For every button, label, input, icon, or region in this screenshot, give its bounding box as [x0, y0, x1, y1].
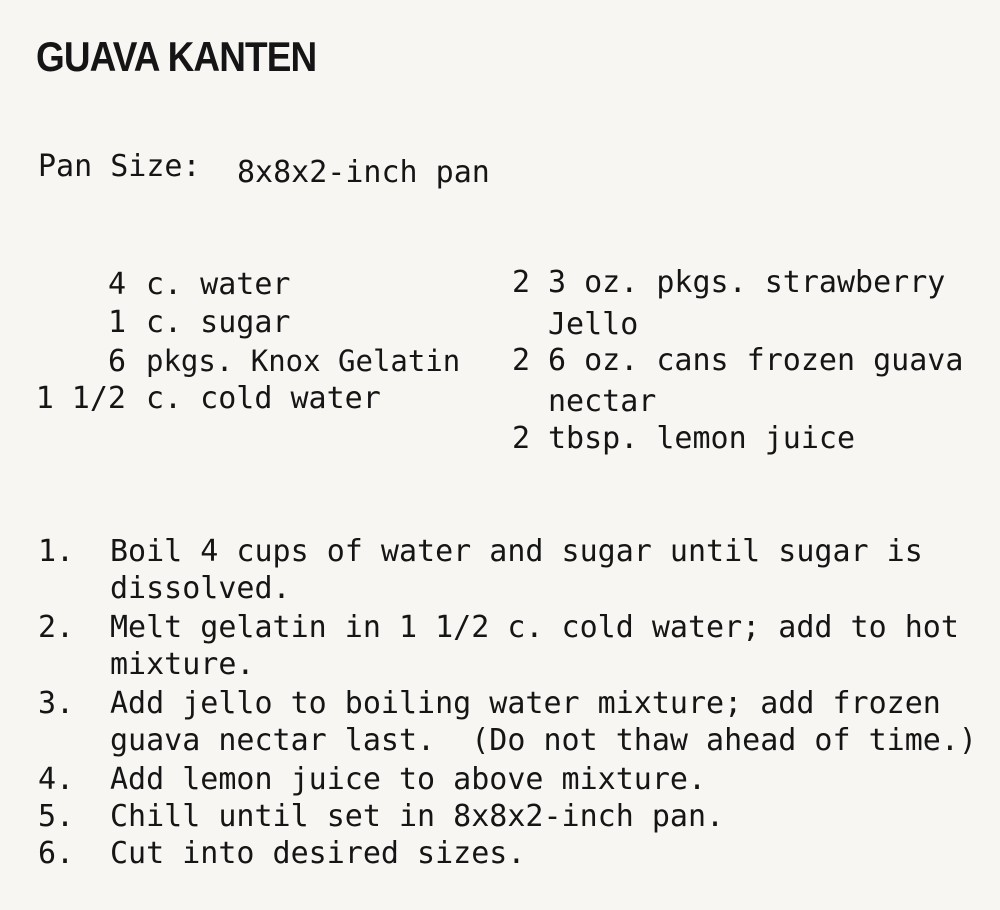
ingredient-item: c. sugar	[146, 305, 291, 340]
ingredient-qty: 2	[512, 421, 531, 456]
ingredient-qty: 2	[512, 265, 531, 300]
recipe-title: GUAVA KANTEN	[36, 33, 317, 80]
pan-size-label: Pan Size:	[38, 149, 201, 184]
ingredient-qty: 6	[107, 344, 126, 379]
step-number: 3.	[38, 686, 75, 721]
ingredient-item: 3 oz. pkgs. strawberry Jello	[548, 265, 946, 342]
ingredient-item: pkgs. Knox Gelatin	[146, 344, 461, 378]
step-number: 2.	[38, 610, 75, 645]
ingredient-qty: 4	[107, 267, 126, 302]
step-number: 6.	[38, 836, 75, 871]
step-number: 1.	[38, 534, 75, 569]
pan-size-value: 8x8x2-inch pan	[237, 155, 490, 190]
step-text: Chill until set in 8x8x2-inch pan.	[110, 799, 725, 834]
ingredient-item: tbsp. lemon juice	[548, 421, 856, 456]
step-text: Add lemon juice to above mixture.	[110, 762, 707, 797]
ingredient-qty: 1	[107, 305, 126, 340]
ingredient-item: 6 oz. cans frozen guava nectar	[548, 343, 964, 419]
ingredient-item: c. cold water	[146, 381, 381, 416]
step-text: Cut into desired sizes.	[110, 836, 526, 871]
step-number: 5.	[38, 799, 75, 834]
ingredient-qty: 2	[512, 343, 531, 378]
step-number: 4.	[38, 762, 75, 797]
step-text: Boil 4 cups of water and sugar until sugar is dissolved.	[110, 534, 923, 606]
step-text: Add jello to boiling water mixture; add frozen guava nectar last. (Do not thaw ahead of time.)	[110, 686, 977, 758]
ingredient-qty: 1 1/2	[35, 381, 126, 416]
ingredient-item: c. water	[146, 267, 291, 302]
step-text: Melt gelatin in 1 1/2 c. cold water; add to hot mixture.	[110, 610, 959, 682]
